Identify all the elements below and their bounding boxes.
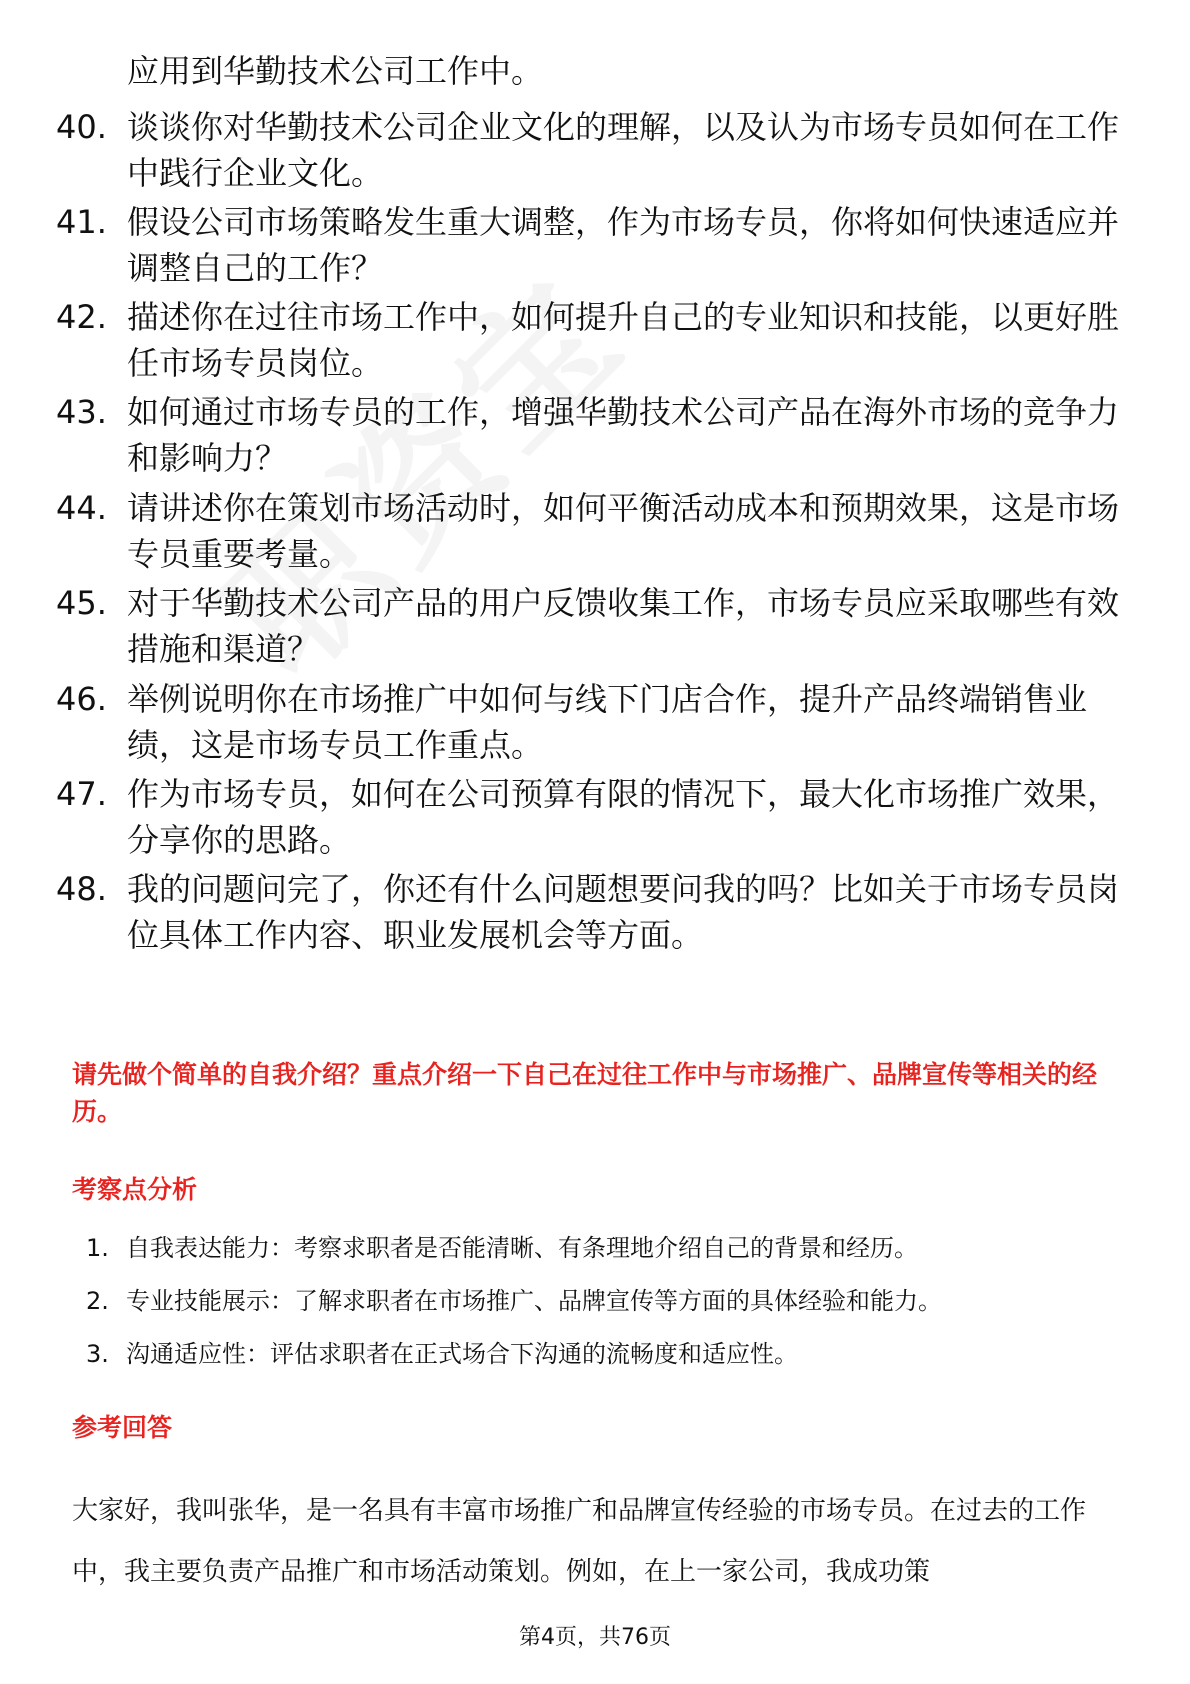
- analysis-text: 自我表达能力：考察求职者是否能清晰、有条理地介绍自己的背景和经历。: [126, 1234, 918, 1262]
- analysis-text: 沟通适应性：评估求职者在正式场合下沟通的流畅度和适应性。: [126, 1340, 798, 1368]
- question-number: 44.: [56, 489, 107, 527]
- question-text: 作为市场专员，如何在公司预算有限的情况下，最大化市场推广效果，分享你的思路。: [127, 775, 1120, 859]
- question-number: 43.: [56, 393, 107, 431]
- analysis-item: [86, 1337, 798, 1371]
- question-item: [56, 389, 1136, 481]
- question-number: 40.: [56, 108, 107, 146]
- question-text: 我的问题问完了，你还有什么问题想要问我的吗？比如关于市场专员岗位具体工作内容、职业发展机会等方面。: [127, 870, 1120, 954]
- question-number: 41.: [56, 203, 107, 241]
- featured-question: 请先做个简单的自我介绍？重点介绍一下自己在过往工作中与市场推广、品牌宣传等相关的经历。: [72, 1060, 1098, 1126]
- question-text: 请讲述你在策划市场活动时，如何平衡活动成本和预期效果，这是市场专员重要考量。: [127, 489, 1120, 573]
- question-text: 对于华勤技术公司产品的用户反馈收集工作，市场专员应采取哪些有效措施和渠道？: [127, 584, 1120, 668]
- question-item: [56, 580, 1136, 672]
- question-text: 举例说明你在市场推广中如何与线下门店合作，提升产品终端销售业绩，这是市场专员工作重点。: [127, 680, 1088, 764]
- question-number: 46.: [56, 680, 107, 718]
- question-item: [56, 294, 1136, 386]
- question-number: 42.: [56, 298, 107, 336]
- analysis-item: [86, 1231, 918, 1265]
- page-number: 第4页，共76页: [519, 1625, 671, 1650]
- question-text: 谈谈你对华勤技术公司企业文化的理解，以及认为市场专员如何在工作中践行企业文化。: [127, 108, 1120, 192]
- question-number: 47.: [56, 775, 107, 813]
- question-item: [56, 771, 1136, 863]
- analysis-text: 专业技能展示：了解求职者在市场推广、品牌宣传等方面的具体经验和能力。: [126, 1287, 942, 1315]
- question-text: 如何通过市场专员的工作，增强华勤技术公司产品在海外市场的竞争力和影响力？: [127, 393, 1120, 477]
- question-item: [56, 199, 1136, 291]
- reference-answer: 大家好，我叫张华，是一名具有丰富市场推广和品牌宣传经验的市场专员。在过去的工作中，我主要负责产品推广和市场活动策划。例如，在上一家公司，我成功策: [72, 1496, 1087, 1587]
- analysis-number: 2.: [86, 1287, 109, 1315]
- analysis-number: 1.: [86, 1234, 109, 1262]
- analysis-title: 考察点分析: [72, 1175, 198, 1204]
- continuation-text: 应用到华勤技术公司工作中。: [127, 52, 544, 90]
- question-text: 假设公司市场策略发生重大调整，作为市场专员，你将如何快速适应并调整自己的工作？: [127, 203, 1120, 287]
- question-text: 描述你在过往市场工作中，如何提升自己的专业知识和技能，以更好胜任市场专员岗位。: [127, 298, 1120, 382]
- reference-title: 参考回答: [72, 1413, 173, 1442]
- question-item: [56, 104, 1136, 196]
- question-number: 45.: [56, 584, 107, 622]
- question-item: [56, 676, 1136, 768]
- question-item: [56, 866, 1136, 958]
- analysis-number: 3.: [86, 1340, 109, 1368]
- question-item: [56, 485, 1136, 577]
- analysis-item: [86, 1284, 942, 1318]
- question-number: 48.: [56, 870, 107, 908]
